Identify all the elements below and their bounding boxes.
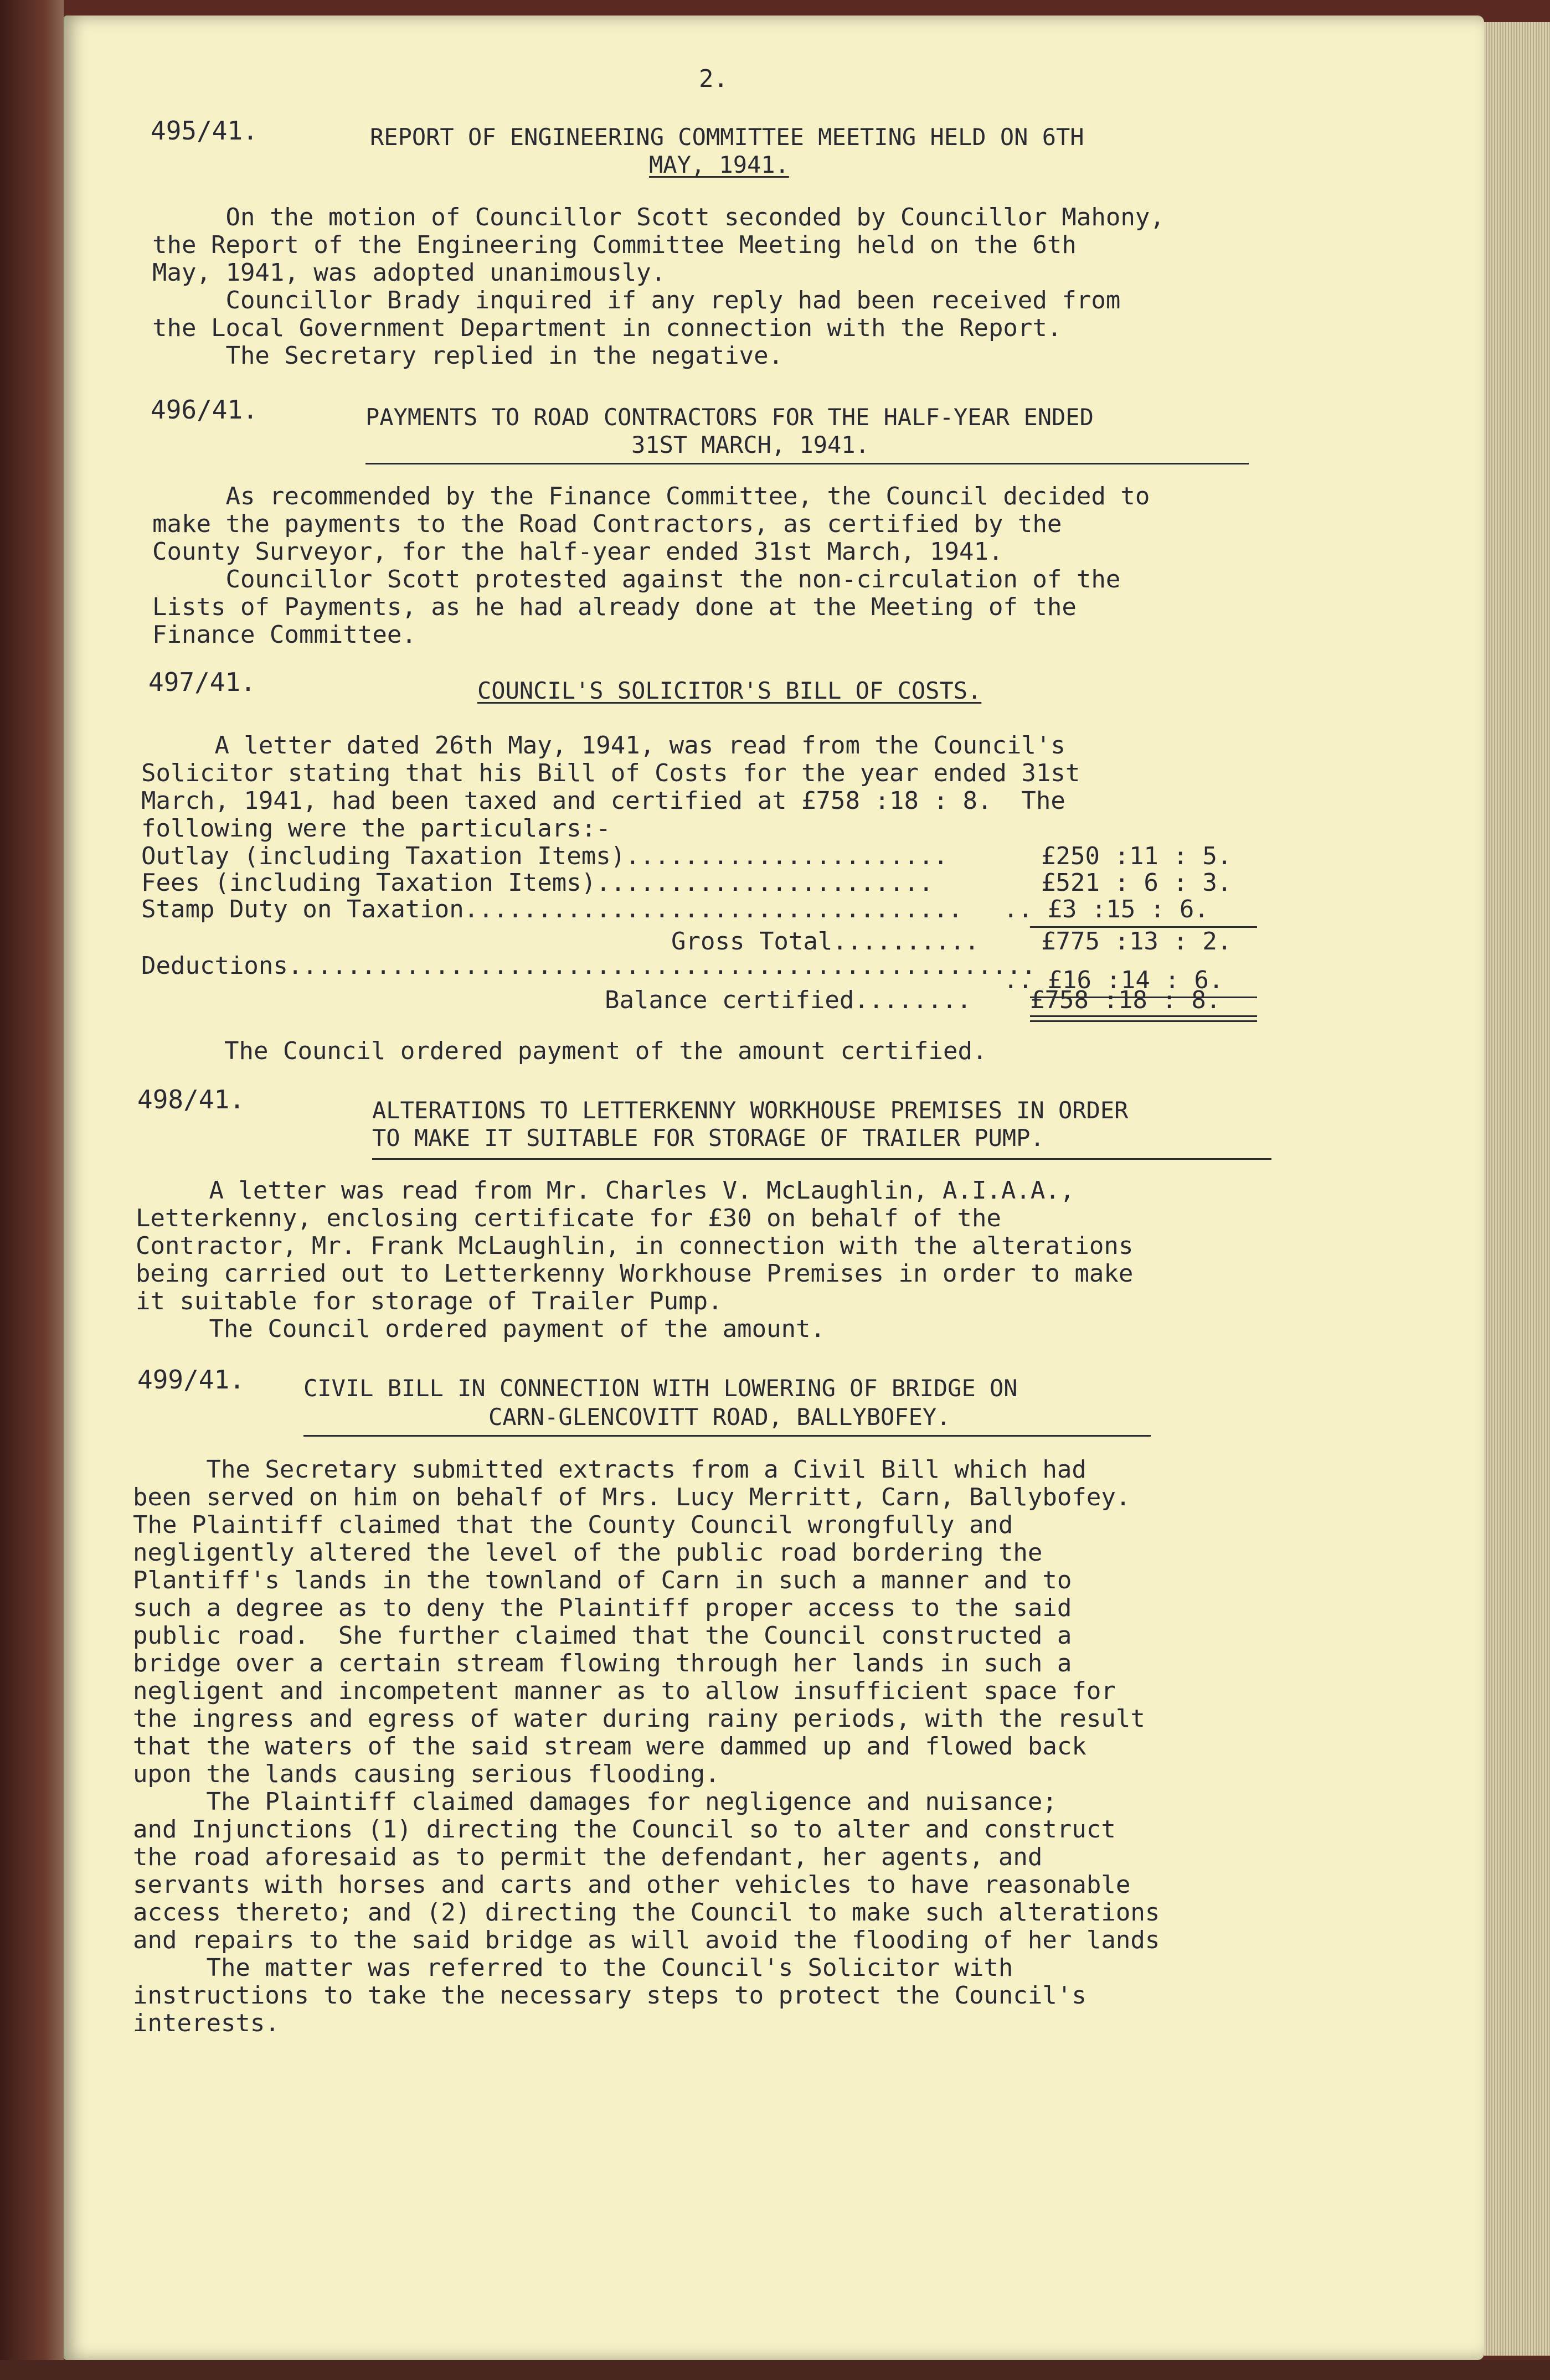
body-line: negligently altered the level of the public road bordering the: [133, 1539, 1043, 1567]
body-line: County Surveyor, for the half-year ended 31st March, 1941.: [152, 538, 1003, 566]
body-line: negligent and incompetent manner as to allow insufficient space for: [133, 1677, 1116, 1705]
body-line: The Secretary replied in the negative.: [152, 342, 784, 370]
body-line: the ingress and egress of water during rainy periods, with the result: [133, 1705, 1145, 1733]
body-line: and repairs to the said bridge as will avoid the flooding of her lands: [133, 1926, 1160, 1954]
body-line: and Injunctions (1) directing the Council so to alter and construct: [133, 1815, 1116, 1844]
cost-label: Deductions...................................................: [141, 952, 1036, 980]
minute-number: 497/41.: [148, 667, 256, 697]
body-line: On the motion of Councillor Scott seconded by Councillor Mahony,: [152, 203, 1165, 231]
cost-amount: £521 : 6 : 3.: [1041, 869, 1232, 897]
body-line: that the waters of the said stream were dammed up and flowed back: [133, 1732, 1086, 1761]
body-line: A letter was read from Mr. Charles V. McLaughlin, A.I.A.A.,: [136, 1176, 1075, 1205]
cost-amount: £250 :11 : 5.: [1041, 842, 1232, 870]
cost-label: Gross Total..........: [671, 927, 980, 956]
body-line: Councillor Brady inquired if any reply had been received from: [152, 286, 1121, 314]
heading-underline: [303, 1435, 1151, 1437]
body-line: such a degree as to deny the Plaintiff proper access to the said: [133, 1594, 1072, 1622]
minute-heading: PAYMENTS TO ROAD CONTRACTORS FOR THE HALF-YEAR ENDED: [365, 404, 1094, 431]
body-line: May, 1941, was adopted unanimously.: [152, 259, 666, 287]
total-double-rule: [1030, 1015, 1257, 1022]
body-line: being carried out to Letterkenny Workhouse Premises in order to make: [136, 1259, 1134, 1288]
minute-number: 496/41.: [151, 395, 258, 425]
body-line: following were the particulars:-: [141, 814, 611, 843]
body-line: The Plaintiff claimed that the County Council wrongfully and: [133, 1511, 1013, 1539]
cost-label: Balance certified........: [605, 986, 972, 1014]
body-line: Lists of Payments, as he had already done at the Meeting of the: [152, 593, 1077, 621]
body-line: March, 1941, had been taxed and certified at £758 :18 : 8. The: [141, 787, 1065, 815]
minute-heading: MAY, 1941.: [649, 151, 789, 178]
minute-heading: TO MAKE IT SUITABLE FOR STORAGE OF TRAILER PUMP.: [372, 1124, 1044, 1152]
cost-amount: .. £3 :15 : 6.: [1003, 895, 1209, 923]
body-line: Finance Committee.: [152, 621, 416, 649]
minute-heading: COUNCIL'S SOLICITOR'S BILL OF COSTS.: [477, 677, 982, 704]
body-line: Letterkenny, enclosing certificate for £30 on behalf of the: [136, 1204, 1001, 1232]
body-line: Councillor Scott protested against the non-circulation of the: [152, 565, 1121, 593]
cost-label: Outlay (including Taxation Items)......................: [141, 842, 948, 870]
body-line: bridge over a certain stream flowing through her lands in such a: [133, 1649, 1072, 1677]
body-line: Plantiff's lands in the townland of Carn in such a manner and to: [133, 1566, 1072, 1594]
body-line: the road aforesaid as to permit the defendant, her agents, and: [133, 1843, 1043, 1871]
body-line: been served on him on behalf of Mrs. Lucy Merritt, Carn, Ballybofey.: [133, 1483, 1131, 1511]
body-line: upon the lands causing serious flooding.: [133, 1760, 720, 1788]
heading-underline: [365, 463, 1249, 464]
cost-amount: £775 :13 : 2.: [1041, 927, 1232, 956]
minute-heading: ALTERATIONS TO LETTERKENNY WORKHOUSE PREMISES IN ORDER: [372, 1097, 1129, 1124]
cost-label: Fees (including Taxation Items).......................: [141, 869, 934, 897]
body-line: Contractor, Mr. Frank McLaughlin, in connection with the alterations: [136, 1232, 1134, 1260]
minute-heading: REPORT OF ENGINEERING COMMITTEE MEETING HELD ON 6TH: [370, 123, 1084, 151]
body-line: it suitable for storage of Trailer Pump.: [136, 1287, 723, 1315]
closing-line: The Council ordered payment of the amount certified.: [224, 1037, 987, 1065]
page-edges: [1484, 22, 1550, 2356]
body-line: A letter dated 26th May, 1941, was read from the Council's: [141, 731, 1065, 760]
minute-number: 498/41.: [137, 1085, 245, 1114]
minute-number: 499/41.: [137, 1365, 245, 1395]
body-line: make the payments to the Road Contractors, as certified by the: [152, 510, 1062, 538]
minute-heading: CARN-GLENCOVITT ROAD, BALLYBOFEY.: [488, 1403, 951, 1431]
body-line: instructions to take the necessary steps to protect the Council's: [133, 1981, 1086, 2010]
body-line: public road. She further claimed that the Council constructed a: [133, 1622, 1072, 1650]
body-line: interests.: [133, 2009, 280, 2037]
book-gutter: [0, 0, 64, 2380]
body-line: the Local Government Department in connection with the Report.: [152, 314, 1062, 342]
bottom-shadow: [0, 2360, 1550, 2380]
body-line: As recommended by the Finance Committee, the Council decided to: [152, 482, 1150, 510]
cost-amount: £758 :18 : 8.: [1030, 986, 1221, 1014]
body-line: servants with horses and carts and other vehicles to have reasonable: [133, 1871, 1131, 1899]
body-line: Solicitor stating that his Bill of Costs for the year ended 31st: [141, 759, 1080, 787]
cost-amount: .. £16 :14 : 6.: [1003, 966, 1224, 994]
body-line: access thereto; and (2) directing the Council to make such alterations: [133, 1898, 1160, 1927]
body-line: The matter was referred to the Council's Solicitor with: [133, 1954, 1013, 1982]
minute-number: 495/41.: [151, 116, 258, 146]
body-line: The Council ordered payment of the amount.: [136, 1315, 826, 1343]
heading-underline: [372, 1158, 1271, 1160]
page-number: 2.: [699, 65, 728, 93]
body-line: The Secretary submitted extracts from a Civil Bill which had: [133, 1455, 1086, 1484]
body-line: The Plaintiff claimed damages for negligence and nuisance;: [133, 1788, 1057, 1816]
body-line: the Report of the Engineering Committee Meeting held on the 6th: [152, 231, 1077, 259]
minute-heading: CIVIL BILL IN CONNECTION WITH LOWERING OF BRIDGE ON: [303, 1375, 1018, 1402]
cost-label: Stamp Duty on Taxation..................................: [141, 895, 963, 923]
minute-heading: 31ST MARCH, 1941.: [631, 431, 869, 458]
